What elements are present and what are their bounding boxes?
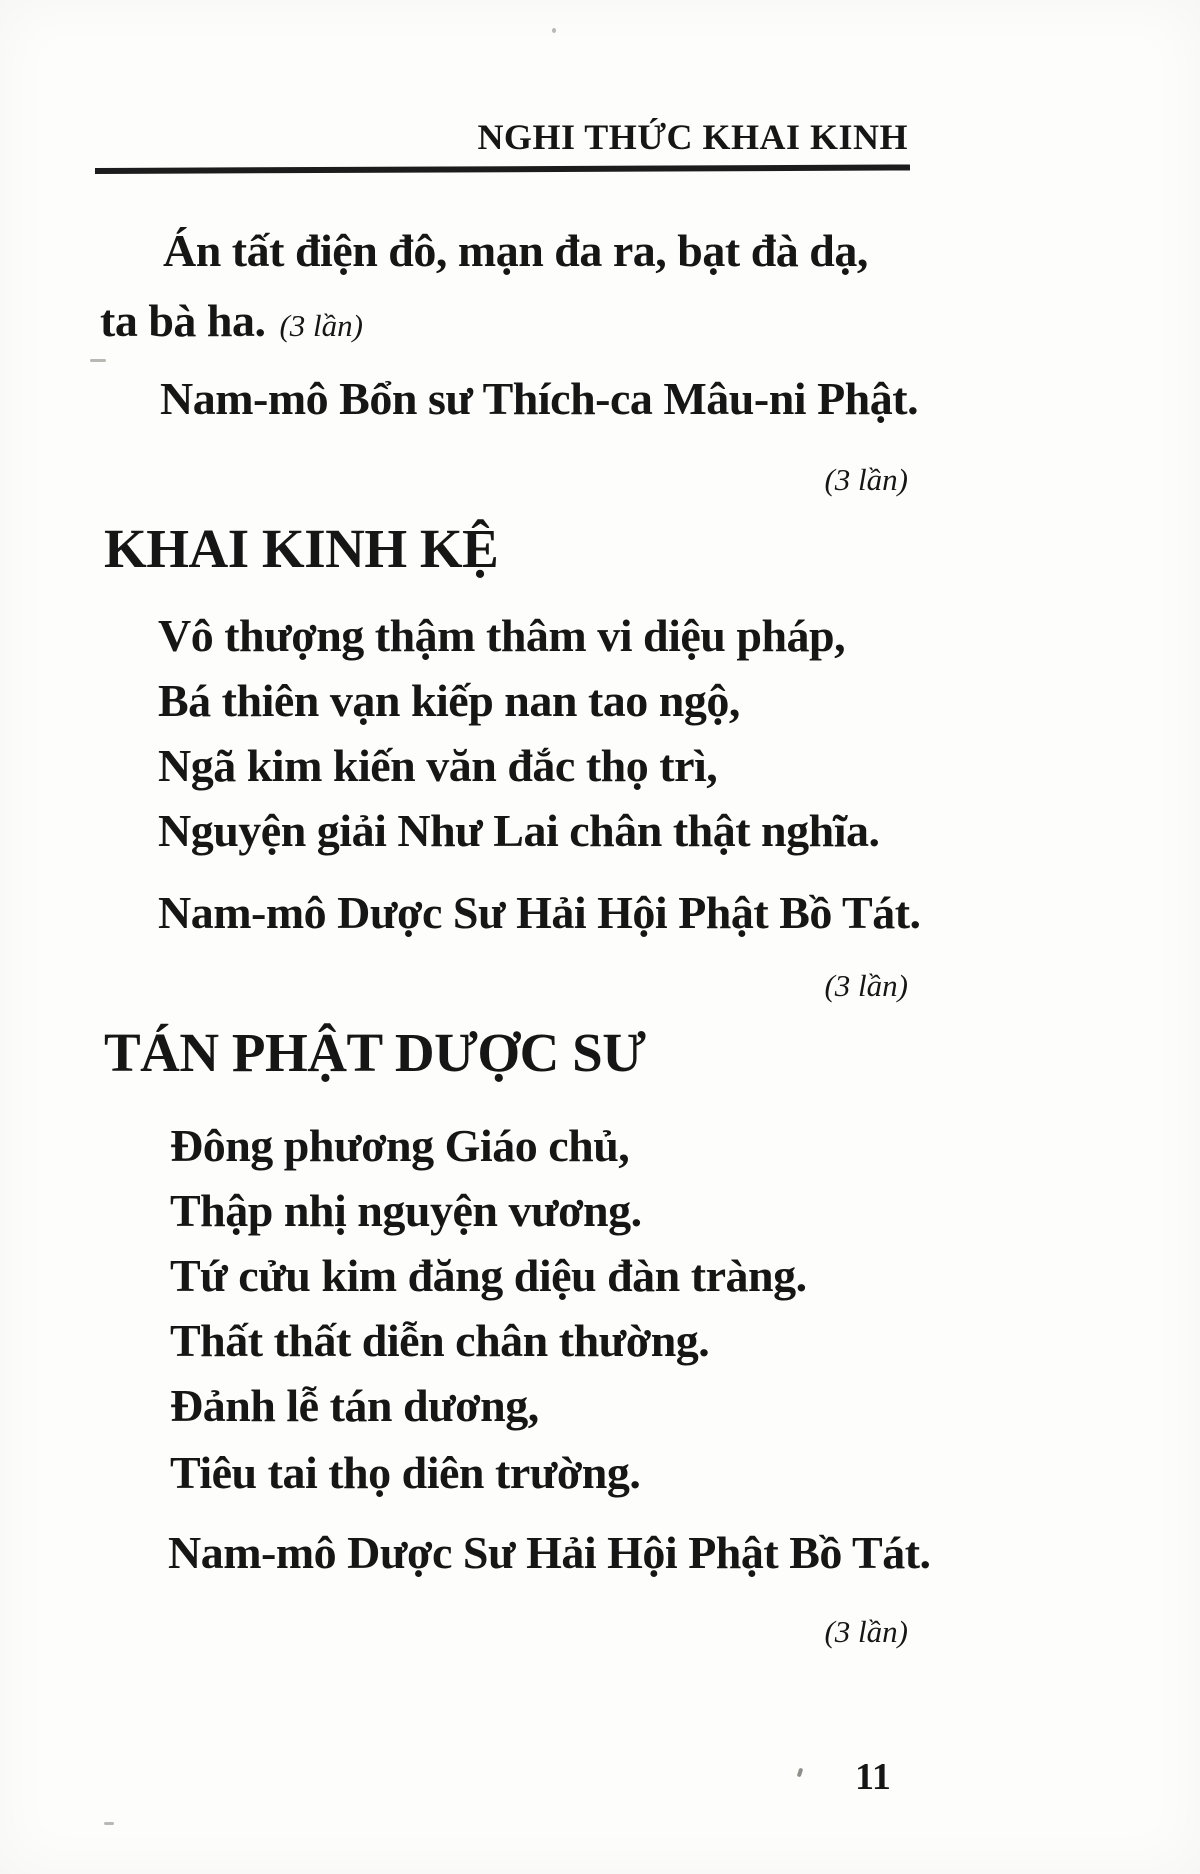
- homage-duoc-su-1: Nam-mô Dược Sư Hải Hội Phật Bồ Tát.: [158, 887, 921, 938]
- verse-line: Nguyện giải Như Lai chân thật nghĩa.: [158, 805, 880, 856]
- verse-line: Đảnh lễ tán dương,: [170, 1380, 539, 1431]
- verse-line: Vô thượng thậm thâm vi diệu pháp,: [158, 610, 846, 661]
- repeat-note-1: (3 lần): [824, 462, 908, 497]
- mantra-line-1: Án tất điện đô, mạn đa ra, bạt đà dạ,: [163, 225, 868, 276]
- header-rule: [95, 164, 910, 174]
- section-heading-tan-phat-duoc-su: TÁN PHẬT DƯỢC SƯ: [104, 1022, 646, 1083]
- scan-speck: [90, 359, 106, 362]
- verse-line: Tứ cửu kim đăng diệu đàn tràng.: [170, 1250, 807, 1301]
- section-heading-khai-kinh-ke: KHAI KINH KỆ: [104, 518, 499, 579]
- verse-line: Thập nhị nguyện vương.: [170, 1185, 642, 1236]
- scan-speck: [552, 28, 556, 33]
- homage-sakyamuni: Nam-mô Bổn sư Thích-ca Mâu-ni Phật.: [160, 373, 919, 424]
- page-number: 11: [855, 1756, 891, 1798]
- verse-line: Bá thiên vạn kiếp nan tao ngộ,: [158, 675, 740, 726]
- verse-line: Đông phương Giáo chủ,: [170, 1120, 630, 1171]
- scan-speck: [797, 1768, 804, 1778]
- verse-line: Tiêu tai thọ diên trường.: [170, 1447, 641, 1498]
- verse-line: Thất thất diễn chân thường.: [170, 1315, 710, 1366]
- running-header-title: NGHI THỨC KHAI KINH: [477, 117, 908, 157]
- repeat-note-inline: (3 lần): [279, 308, 363, 343]
- mantra-line-2: [100, 296, 363, 347]
- repeat-note-3: (3 lần): [824, 1614, 908, 1649]
- repeat-note-2: (3 lần): [824, 968, 908, 1003]
- scan-speck: [104, 1822, 114, 1825]
- verse-line: Ngã kim kiến văn đắc thọ trì,: [158, 740, 718, 791]
- homage-duoc-su-2: Nam-mô Dược Sư Hải Hội Phật Bồ Tát.: [168, 1527, 931, 1578]
- mantra-line-2-text: ta bà ha.: [100, 295, 266, 346]
